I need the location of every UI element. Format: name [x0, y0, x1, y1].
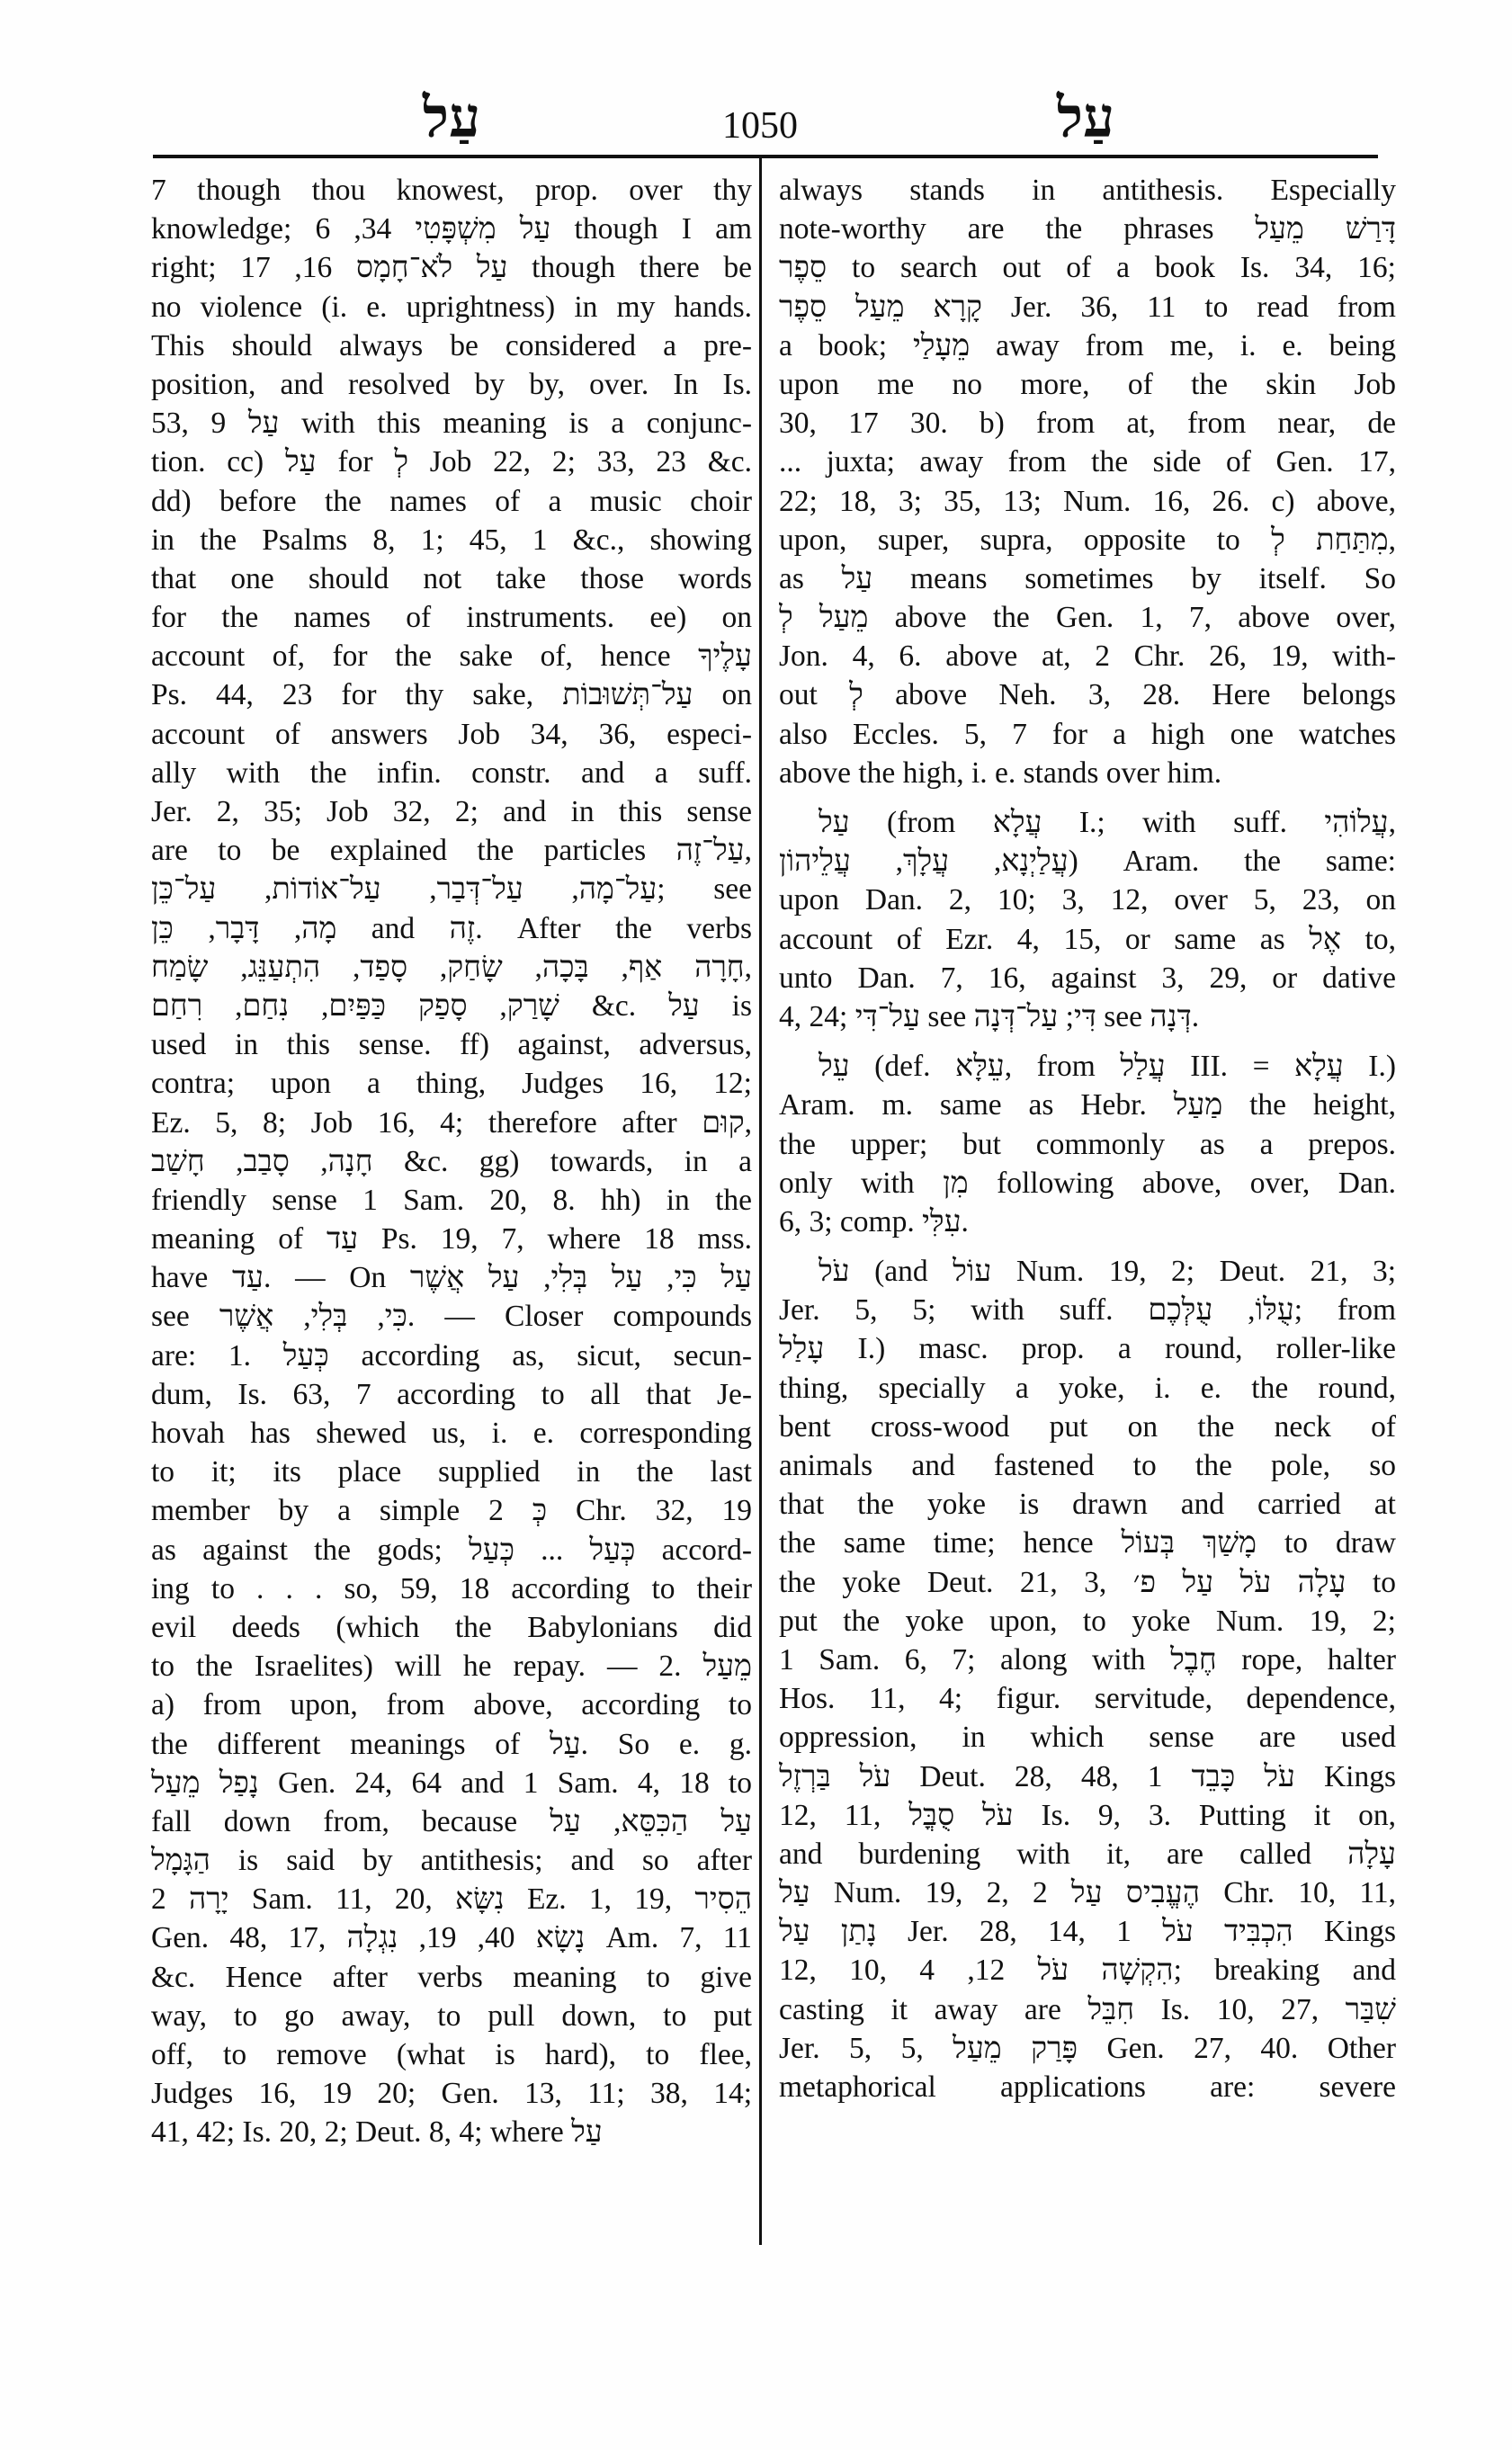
- text-line: עֵל (def. עֵלָּא, from עֲלַל III. = עֲלָא I.): [819, 1050, 1396, 1084]
- text-line: above the high, i. e. stands over him.: [779, 756, 1222, 790]
- text-line: Ez. 5, 8; Job 16, 4; therefore after קוּם,: [151, 1105, 752, 1140]
- dictionary-entry: [779, 1047, 1396, 1241]
- text-line: fall down from, because עַל הַכִּסֵּא, עַל: [151, 1804, 752, 1838]
- text-line: the same time; hence מָשַׁךְ בְּעוֹל to draw: [779, 1526, 1396, 1560]
- dictionary-entry: [779, 803, 1396, 1036]
- text-line: Jon. 4, 6. above at, 2 Chr. 26, 19, with-: [779, 639, 1396, 674]
- text-line: Gen. 48, 17, נָשָׂא 40, 19, נִגְלָה Am. 7, 11: [151, 1921, 752, 1955]
- text-line: Jer. 5, 5; with suff. עֻלּוֹ, עֻלְּכֶם; from: [779, 1293, 1396, 1328]
- text-line: account of Ezr. 4, 15, or same as אֶל to,: [779, 922, 1396, 956]
- text-line: way, to go away, to pull down, to put: [151, 1998, 752, 2033]
- text-line: as עַל means sometimes by itself. So: [779, 561, 1396, 595]
- text-line: meaning of עַד Ps. 19, 7, where 18 mss.: [151, 1222, 752, 1256]
- text-line: קָרָא מֵעַל סֵפֶר Jer. 36, 11 to read from: [779, 290, 1396, 324]
- text-line: account of, for the sake of, hence עָלֶיךָ: [151, 639, 752, 674]
- text-line: the yoke Deut. 21, 3, עָלָה עֹל עַל פ׳ to: [779, 1565, 1396, 1599]
- text-line: 12, 11, עֹל סֻבֳּל Is. 9, 3. Putting it on,: [779, 1798, 1396, 1832]
- text-line: only with מִן following above, over, Dan.: [779, 1166, 1396, 1200]
- text-line: used in this sense. ff) against, adversus,: [151, 1028, 752, 1062]
- text-line: put the yoke upon, to yoke Num. 19, 2;: [779, 1604, 1396, 1638]
- header-rule: [153, 155, 1378, 158]
- column-divider: [759, 158, 762, 2245]
- left-column: [151, 171, 752, 2152]
- page-number: 1050: [722, 105, 798, 147]
- text-line: off, to remove (what is hard), to flee,: [151, 2038, 752, 2071]
- text-line: upon Dan. 2, 10; 3, 12, over 5, 23, on: [779, 883, 1396, 917]
- text-line: הַגָּמָל is said by antithesis; and so after: [151, 1844, 752, 1878]
- text-line: 41, 42; Is. 20, 2; Deut. 8, 4; where עַל: [151, 2115, 603, 2150]
- text-line: animals and fastened to the pole, so: [779, 1449, 1396, 1482]
- text-line: have עַד. — On עַל כִּי, עַל בְּלִי, עַל אֲשֶׁר: [151, 1261, 752, 1295]
- text-line: oppression, in which sense are used: [779, 1721, 1396, 1755]
- text-line: חָנָה, סָבַב, חָשַׁב &c. gg) towards, in a: [151, 1144, 752, 1178]
- text-line: right; עַל לֹא־חָמָס 16, 17 though there be: [151, 251, 752, 285]
- text-line: in the Psalms 8, 1; 45, 1 &c., showing: [151, 523, 752, 557]
- text-line: as against the gods; כְּעַל ... כְּעַל accord-: [151, 1533, 752, 1567]
- text-line: סֵפֶר to search out of a book Is. 34, 16;: [779, 251, 1396, 285]
- text-line: position, and resolved by by, over. In Is.: [151, 367, 752, 401]
- text-line: ally with the infin. constr. and a suff.: [151, 756, 752, 790]
- text-line: out לְ above Neh. 3, 28. Here belongs: [779, 678, 1396, 712]
- text-line: that the yoke is drawn and carried at: [779, 1488, 1396, 1522]
- text-line: knowledge; עַל מִשְׁפָּטִי 34, 6 though I am: [151, 212, 752, 246]
- text-line: tion. cc) עַל for לְ Job 22, 2; 33, 23 &c.: [151, 445, 752, 479]
- text-line: עָלַל I.) masc. prop. a round, roller-like: [779, 1332, 1396, 1366]
- text-line: always stands in antithesis. Especially: [779, 174, 1396, 207]
- headword-left: עַל: [423, 85, 481, 150]
- text-line: Jer. 2, 35; Job 32, 2; and in this sense: [151, 795, 752, 828]
- text-line: account of answers Job 34, 36, especi-: [151, 717, 752, 751]
- text-line: a book; מֵעָלַי away from me, i. e. being: [779, 328, 1396, 362]
- text-line: member by a simple כְּ 2 Chr. 32, 19: [151, 1494, 752, 1528]
- text-line: metaphorical applications are: severe: [779, 2070, 1396, 2104]
- text-line: Aram. m. same as Hebr. מַעַל the height,: [779, 1088, 1396, 1122]
- headword-right: עַל: [1057, 85, 1115, 150]
- text-line: מָה, דָּבָר, כֵּן and זֶה. After the verbs: [151, 911, 752, 945]
- text-line: 22; 18, 3; 35, 13; Num. 16, 26. c) above,: [779, 484, 1396, 518]
- text-line: that one should not take those words: [151, 561, 752, 595]
- text-line: for the names of instruments. ee) on: [151, 601, 752, 635]
- text-line: חָרָה אַף, בָּכָה, שָׂחַק, סָפַד, הִתְעַנֵּג, שָׂמַח,: [151, 950, 752, 984]
- text-line: unto Dan. 7, 16, against 3, 29, or dative: [779, 961, 1396, 995]
- text-line: Jer. 5, 5, פָּרַק מֵעַל Gen. 27, 40. Other: [779, 2031, 1396, 2065]
- text-line: dd) before the names of a music choir: [151, 484, 752, 518]
- dictionary-entry: [779, 1252, 1396, 2106]
- text-line: 1 Sam. 6, 7; along with חֶבֶל rope, halter: [779, 1642, 1396, 1677]
- text-line: upon, super, supra, opposite to מִתַּחַת לְ,: [779, 523, 1396, 557]
- text-line: עֹל בַּרְזֶל Deut. 28, 48, עֹל כָּבֵד 1 Kings: [779, 1759, 1396, 1793]
- text-line: ... juxta; away from the side of Gen. 17,: [779, 445, 1396, 479]
- text-line: 4, 24; עַל־דִּי see דִּי; עַל־דְּנָה see דְּנָה.: [779, 999, 1200, 1033]
- text-line: casting it away are חִבֵּל Is. 10, 27, שִׁבַּר: [779, 1992, 1396, 2026]
- text-line: 7 though thou knowest, prop. over thy: [151, 174, 752, 207]
- text-line: This should always be considered a pre-: [151, 328, 752, 362]
- text-line: dum, Is. 63, 7 according to all that Je-: [151, 1377, 752, 1411]
- entry-continuation: [779, 171, 1396, 792]
- text-line: שָׁרַק, סָפַק כַּפַּיִם, נִחַם, רִחַם &c. עַל is: [151, 988, 752, 1023]
- text-line: עֲלַיְנָא, עֲלָךְ, עֲלֵיהוֹן) Aram. the same:: [779, 845, 1396, 879]
- text-line: נָתַן עַל Jer. 28, 14, הִכְבִּיד עֹל 1 Kings: [779, 1915, 1396, 1949]
- text-line: to it; its place supplied in the last: [151, 1455, 752, 1489]
- text-line: 30, 17 30. b) from at, from near, de: [779, 407, 1396, 441]
- text-line: &c. Hence after verbs meaning to give: [151, 1960, 752, 1994]
- text-line: contra; upon a thing, Judges 16, 12;: [151, 1067, 752, 1101]
- text-line: no violence (i. e. uprightness) in my hands.: [151, 290, 752, 324]
- text-line: are to be explained the particles עַל־זֶה,: [151, 834, 752, 868]
- right-column: [779, 171, 1396, 2106]
- text-line: thing, specially a yoke, i. e. the round,: [779, 1371, 1396, 1405]
- text-line: יָרָה 2 Sam. 11, 20, נִשָּׂא Ez. 1, 19, הֵסִיר: [151, 1882, 752, 1917]
- text-line: מֵעַל לְ above the Gen. 1, 7, above over,: [779, 601, 1396, 635]
- text-line: 12, 10, הִקְשָׁה עֹל 12, 4; breaking and: [779, 1954, 1396, 1988]
- text-line: עֹל (and עוֹל Num. 19, 2; Deut. 21, 3;: [819, 1255, 1396, 1289]
- text-line: עַל Num. 19, 2, הֶעֱבִיס עַל 2 Chr. 10, 11,: [779, 1876, 1396, 1910]
- text-line: friendly sense 1 Sam. 20, 8. hh) in the: [151, 1183, 752, 1217]
- text-line: the upper; but commonly as a prepos.: [779, 1127, 1396, 1161]
- text-line: 53, 9 עַל with this meaning is a conjunc-: [151, 407, 752, 441]
- text-line: upon me no more, of the skin Job: [779, 367, 1396, 401]
- text-line: עַל (from עֲלָא I.; with suff. עֲלוֹהִי,: [819, 806, 1396, 839]
- text-line: are: 1. כְּעַל according as, sicut, secun-: [151, 1338, 752, 1373]
- text-line: a) from upon, from above, according to: [151, 1688, 752, 1722]
- text-line: Judges 16, 19 20; Gen. 13, 11; 38, 14;: [151, 2077, 752, 2111]
- text-line: see כִּי, בְּלִי, אֲשֶׁר. — Closer compounds: [151, 1300, 752, 1334]
- text-line: and burdening with it, are called עָלָה: [779, 1837, 1396, 1871]
- text-line: evil deeds (which the Babylonians did: [151, 1610, 752, 1644]
- text-line: 6, 3; comp. עִלִּי.: [779, 1204, 969, 1238]
- text-line: to the Israelites) will he repay. — 2. מֵעַל: [151, 1650, 752, 1684]
- text-line: Ps. 44, 23 for thy sake, עַל־תְּשׁוּבוֹת on: [151, 678, 752, 712]
- text-line: Hos. 11, 4; figur. servitude, dependence,: [779, 1682, 1396, 1716]
- text-line: ing to . . . so, 59, 18 according to their: [151, 1571, 752, 1605]
- text-line: bent cross-wood put on the neck of: [779, 1409, 1396, 1444]
- text-line: the different meanings of עַל. So e. g.: [151, 1727, 752, 1761]
- running-head: [153, 86, 1378, 149]
- text-line: hovah has shewed us, i. e. corresponding: [151, 1417, 752, 1450]
- text-line: also Eccles. 5, 7 for a high one watches: [779, 717, 1396, 751]
- text-line: note-worthy are the phrases דָּרַשׁ מֵעַל: [779, 212, 1396, 246]
- text-line: נָפַל מֵעַל Gen. 24, 64 and 1 Sam. 4, 18 to: [151, 1766, 752, 1800]
- text-line: עַל־מָה, עַל־דְּבַר, עַל־אוֹדוֹת, עַל־כֵּן; see: [151, 872, 752, 907]
